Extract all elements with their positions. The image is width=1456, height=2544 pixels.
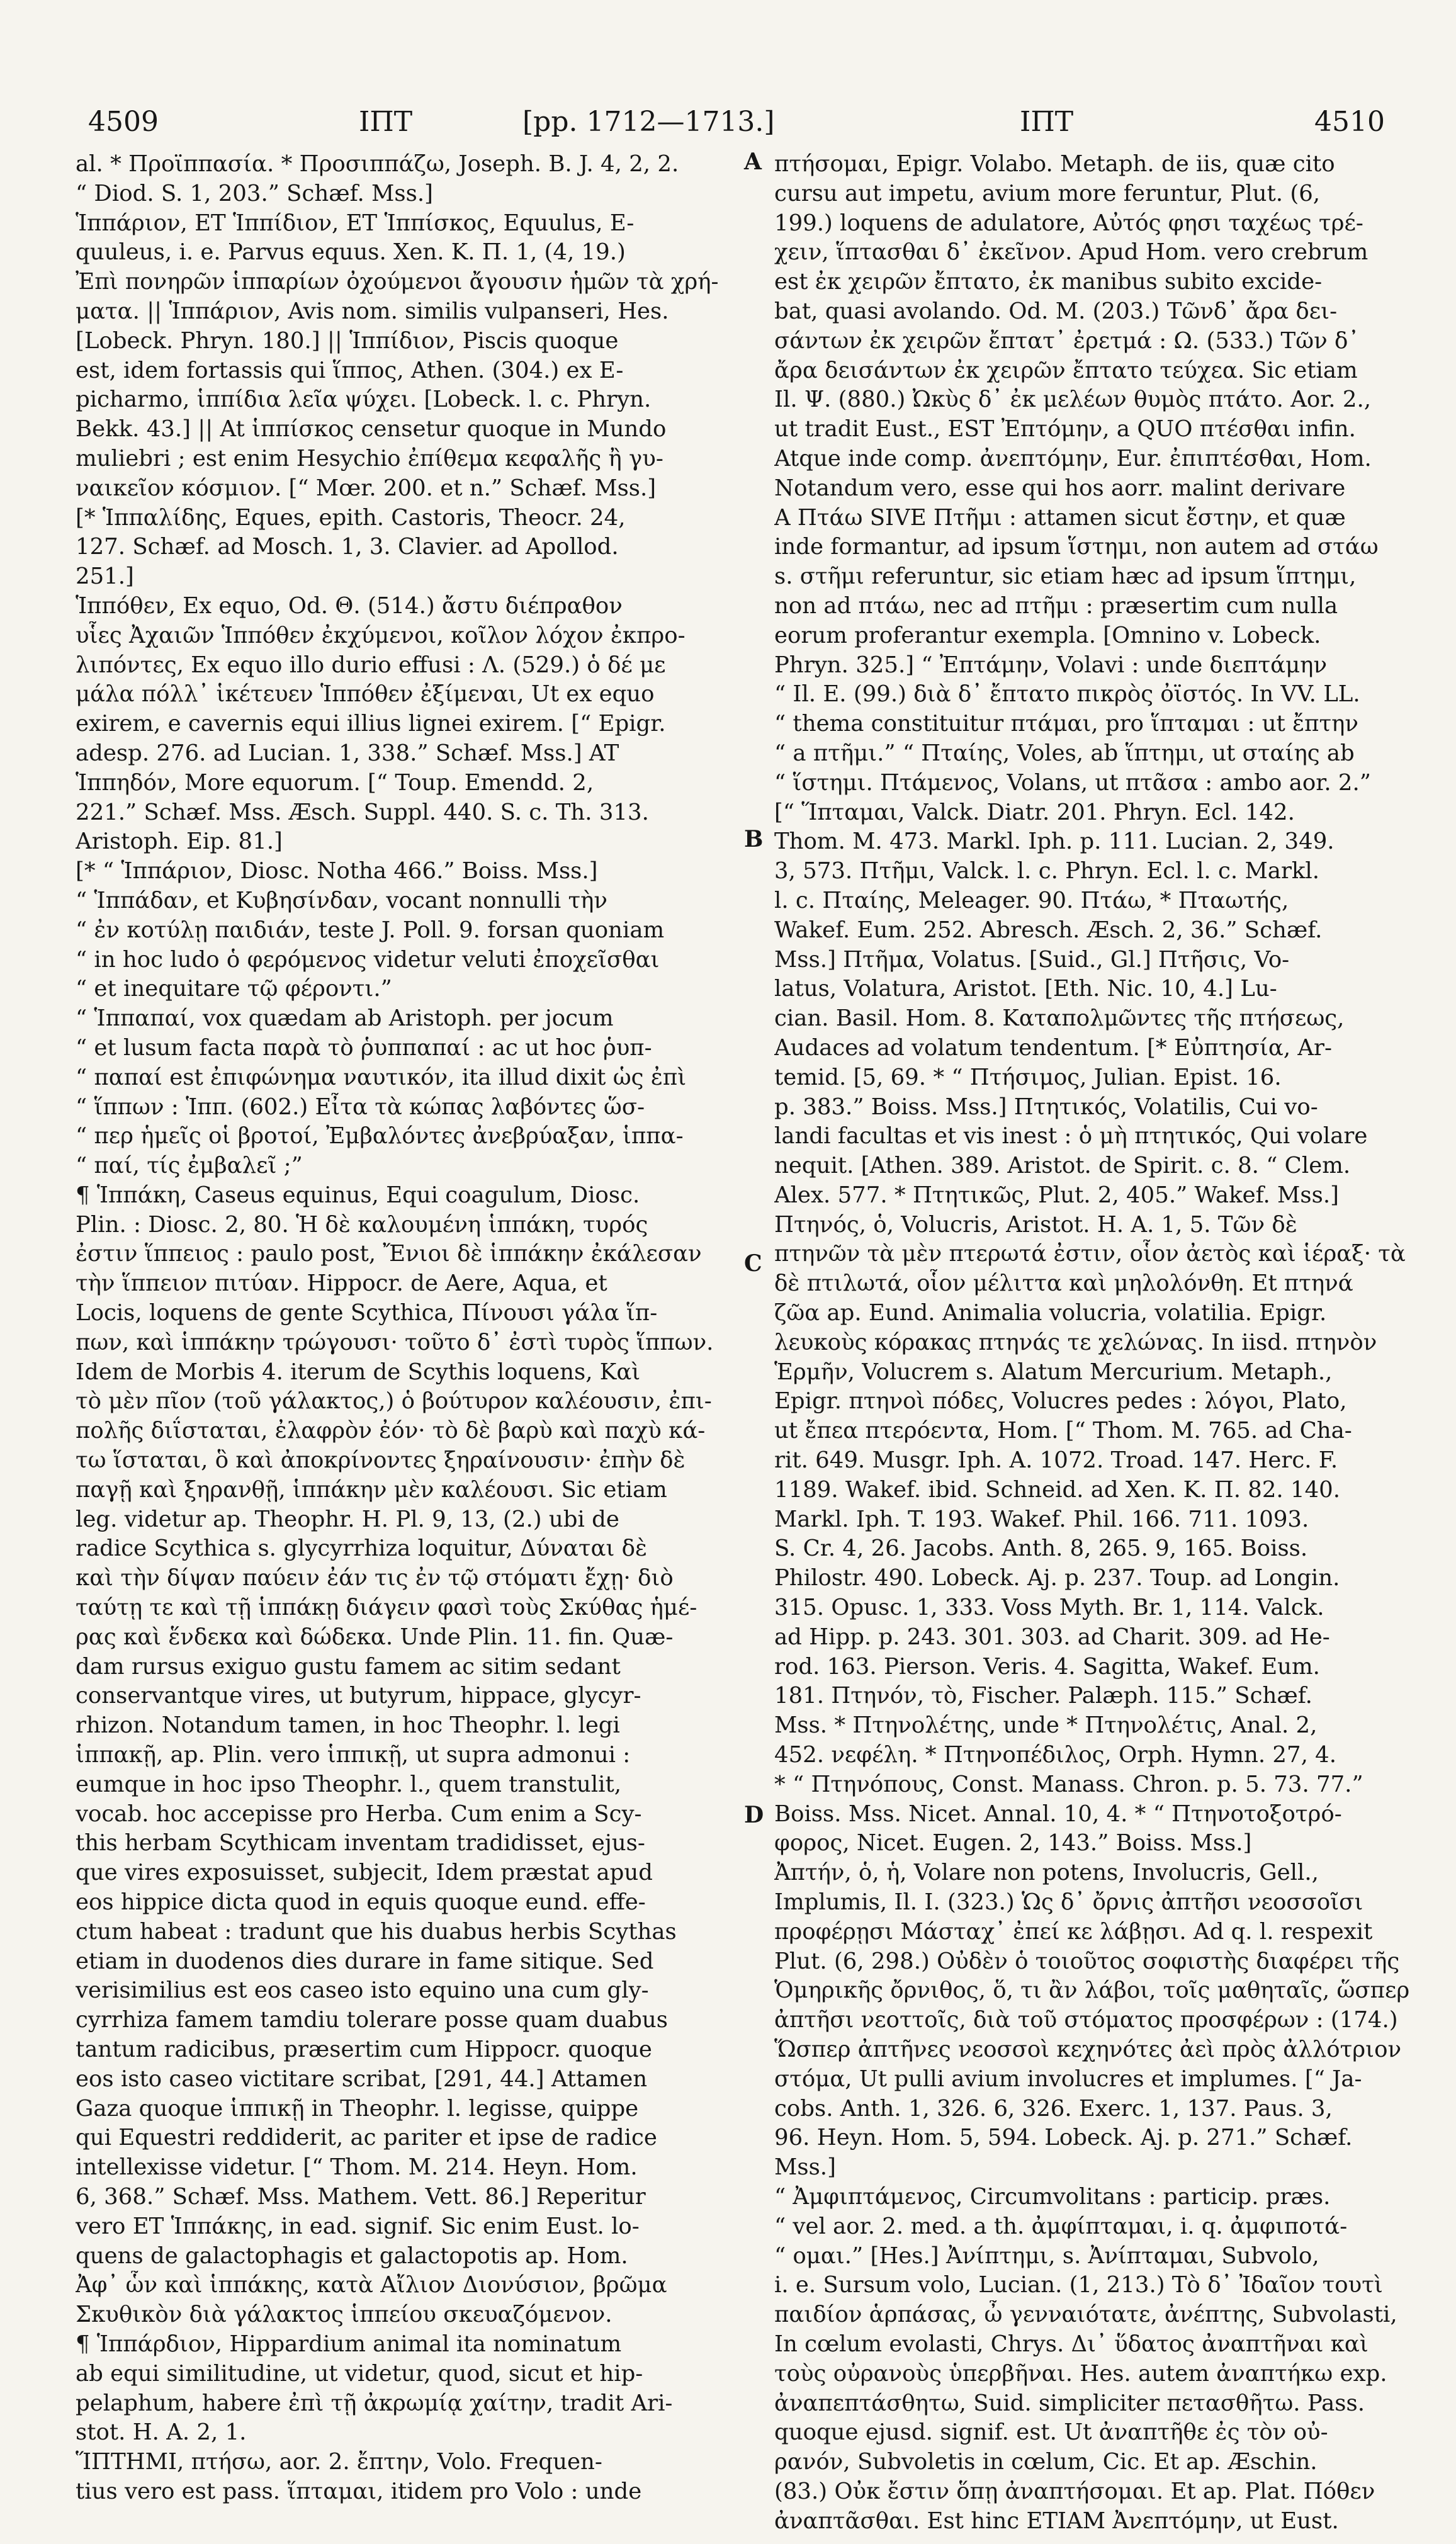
text-line: λευκοὺς κόρακας πτηνάς τε χελώνας. In iisd. πτηνὸν (774, 1329, 1377, 1355)
text-line: τὸ μὲν πῖον (τοῦ γάλακτος,) ὁ βούτυρον καλέουσιν, ἐπι- (76, 1388, 712, 1415)
text-line: vocab. hoc accepisse pro Herba. Cum enim a Scy- (76, 1801, 642, 1827)
text-line: que vires exposuisset, subjecit, Idem præstat apud (76, 1860, 653, 1886)
column-number-left: 4509 (88, 106, 159, 138)
text-line: ut tradit Eust., EST Ἐπτόμην, a QUO πτέσθαι infin. (774, 416, 1356, 443)
text-line: “ thema constituitur πτάμαι, pro ἵπταμαι : ut ἔπτην (774, 711, 1358, 737)
text-line: “ a πτῆμι.” “ Πταίης, Voles, ab ἵπτημι, ut σταίης ab (774, 740, 1355, 766)
text-line: adesp. 276. ad Lucian. 1, 338.” Schæf. Mss.] AT (76, 740, 619, 766)
text-line: leg. videtur ap. Theophr. H. Pl. 9, 13, (2.) ubi de (76, 1506, 619, 1532)
text-line: dam rursus exiguo gustu famem ac sitim sedant (76, 1653, 621, 1680)
text-line: [“ Ἵπταμαι, Valck. Diatr. 201. Phryn. Ecl. 142. (774, 799, 1295, 825)
page-header (88, 106, 1385, 150)
text-line: ut ἔπεα πτερόεντα, Hom. [“ Thom. M. 765. ad Cha- (774, 1418, 1352, 1444)
text-line: quens de galactophagis et galactopotis ap. Hom. (76, 2242, 628, 2269)
text-line: stot. H. A. 2, 1. (76, 2419, 247, 2446)
text-line: τω ἵσταται, ὃ καὶ ἀποκρίνοντες ξηραίνουσιν· ἐπὴν δὲ (76, 1447, 686, 1474)
text-line: quoque ejusd. signif. est. Ut ἀναπτῆθε ἐς τὸν οὐ- (774, 2419, 1328, 2446)
text-line: Philostr. 490. Lobeck. Aj. p. 237. Toup. ad Longin. (774, 1565, 1340, 1591)
text-line: al. * Προϊππασία. * Προσιππάζω, Joseph. B. J. 4, 2, 2. (76, 151, 679, 177)
text-line: nequit. [Athen. 389. Aristot. de Spirit. c. 8. “ Clem. (774, 1153, 1351, 1179)
text-line: [* Ἱππαλίδης, Eques, epith. Castoris, Theocr. 24, (76, 504, 626, 531)
text-line: Plin. : Diosc. 2, 80. Ἡ δὲ καλουμένη ἱππάκη, τυρός (76, 1211, 648, 1238)
text-line: ἱππακῇ, ap. Plin. vero ἱππικῇ, ut supra admonui : (76, 1742, 631, 1768)
margin-marker-c: C (744, 1250, 762, 1277)
text-line: Mss.] (774, 2154, 836, 2181)
text-line: est, idem fortassis qui ἵππος, Athen. (304.) ex E- (76, 357, 624, 383)
text-line: A Πτάω SIVE Πτῆμι : attamen sicut ἔστην, et quæ (774, 504, 1346, 531)
text-line: Bekk. 43.] || At ἱππίσκος censetur quoque in Mundo (76, 416, 667, 443)
text-line: τὴν ἵππειον πιτύαν. Hippocr. de Aere, Aqua, et (76, 1270, 607, 1297)
text-line: * “ Πτηνόπους, Const. Manass. Chron. p. 5. 73. 77.” (774, 1771, 1363, 1797)
text-line: “ Ἀμφιπτάμενος, Circumvolitans : particip. præs. (774, 2183, 1331, 2210)
text-line: radice Scythica s. glycyrrhiza loquitur, Δύναται δὲ (76, 1535, 648, 1562)
text-line: latus, Volatura, Aristot. [Eth. Nic. 10, 4.] Lu- (774, 976, 1277, 1002)
text-line: “ in hoc ludo ὁ φερόμενος videtur veluti ἐποχεῖσθαι (76, 946, 660, 973)
text-line: Aristoph. Eip. 81.] (76, 828, 283, 855)
text-line: Ὥσπερ ἀπτῆνες νεοσσοὶ κεχηνότες ἀεὶ πρὸς ἀλλότριον (774, 2037, 1402, 2062)
text-line: 181. Πτηνόν, τὸ, Fischer. Palæph. 115.” Schæf. (774, 1683, 1312, 1709)
text-line: eos isto caseo victitare scribat, [291, 44.] Attamen (76, 2066, 648, 2092)
text-line: [* “ Ἱππάριον, Diosc. Notha 466.” Boiss. Mss.] (76, 858, 598, 885)
text-line: ἀναπτᾶσθαι. Est hinc ETIAM Ἀνεπτόμην, ut Eust. (774, 2507, 1339, 2534)
margin-marker-a: A (744, 149, 762, 175)
text-line: Plut. (6, 298.) Οὐδὲν ὁ τοιοῦτος σοφιστὴς διαφέρει τῆς (774, 1948, 1400, 1974)
text-line: “ Ἱππαπαί, vox quædam ab Aristoph. per jocum (76, 1005, 614, 1032)
text-line: In cœlum evolasti, Chrys. Δι᾽ ὕδατος ἀναπτῆναι καὶ (774, 2331, 1369, 2357)
text-line: “ ἵππων : Ἱππ. (602.) Εἶτα τὰ κώπας λαβόντες ὥσ- (76, 1094, 645, 1120)
text-line: rod. 163. Pierson. Veris. 4. Sagitta, Wakef. Eum. (774, 1653, 1320, 1680)
text-line: ad Hipp. p. 243. 301. 303. ad Charit. 309. ad He- (774, 1624, 1330, 1650)
text-line: this herbam Scythicam inventam tradidisset, ejus- (76, 1830, 645, 1857)
text-line: καὶ τὴν δίψαν παύειν ἐάν τις ἐν τῷ στόματι ἔχῃ· διὸ (76, 1565, 674, 1591)
text-line: υἷες Ἀχαιῶν Ἱππόθεν ἐκχύμενοι, κοῖλον λόχον ἐκπρο- (76, 622, 686, 648)
text-line: Implumis, Il. I. (323.) Ὡς δ᾽ ὄρνις ἀπτῆσι νεοσσοῖσι (774, 1889, 1363, 1916)
text-line: l. c. Πταίης, Meleager. 90. Πτάω, * Πταωτής, (774, 887, 1289, 913)
text-line: (83.) Οὐκ ἔστιν ὅπῃ ἀναπτήσομαι. Et ap. Plat. Πόθεν (774, 2478, 1375, 2504)
text-line: Locis, loquens de gente Scythica, Πίνουσι γάλα ἵπ- (76, 1300, 658, 1326)
text-line: στόμα, Ut pulli avium involucres et implumes. [“ Ja- (774, 2066, 1362, 2092)
left-column (76, 150, 724, 2507)
text-line: tantum radicibus, præsertim cum Hippocr. quoque (76, 2037, 652, 2062)
text-line: Thom. M. 473. Markl. Iph. p. 111. Lucian. 2, 349. (774, 828, 1335, 855)
text-line: Ἱππόθεν, Ex equo, Od. Θ. (514.) ἄστυ διέπραθον (76, 592, 623, 619)
text-line: Ἱππηδόν, More equorum. [“ Toup. Emendd. 2, (76, 769, 594, 796)
text-line: “ ομαι.” [Hes.] Ἀνίπτημι, s. Ἀνίπταμαι, Subvolo, (774, 2242, 1319, 2269)
text-line: pelaphum, habere ἐπὶ τῇ ἀκρωμίᾳ χαίτην, tradit Ari- (76, 2390, 673, 2416)
running-title-right: ΙΠΤ (1020, 106, 1074, 138)
text-line: ctum habeat : tradunt que his duabus herbis Scythas (76, 1918, 677, 1945)
text-line: Mss. * Πτηνολέτης, unde * Πτηνολέτις, Anal. 2, (774, 1712, 1318, 1739)
text-line: πολῆς διΐσταται, ἐλαφρὸν ἐόν· τὸ δὲ βαρὺ καὶ παχὺ κά- (76, 1418, 706, 1444)
text-line: i. e. Sursum volo, Lucian. (1, 213.) Τὸ δ᾽ Ἰδαῖον τουτὶ (774, 2272, 1383, 2298)
text-line: etiam in duodenos dies durare in fame sitique. Sed (76, 1948, 654, 1974)
text-line: Epigr. πτηνοὶ πόδες, Volucres pedes : λόγοι, Plato, (774, 1388, 1347, 1415)
text-line: quuleus, i. e. Parvus equus. Xen. K. Π. 1, (4, 19.) (76, 239, 626, 266)
text-line: p. 383.” Boiss. Mss.] Πτητικός, Volatilis, Cui vo- (774, 1094, 1318, 1120)
text-line: φορος, Nicet. Eugen. 2, 143.” Boiss. Mss.] (774, 1830, 1252, 1857)
page-range: [pp. 1712—1713.] (522, 106, 775, 138)
text-line: verisimilius est eos caseo isto equino una cum gly- (76, 1977, 649, 2004)
text-line: ab equi similitudine, ut videtur, quod, sicut et hip- (76, 2360, 643, 2387)
text-line: Notandum vero, esse qui hos aorr. malint derivare (774, 475, 1346, 501)
text-line: bat, quasi avolando. Od. M. (203.) Τῶνδ᾽ ἄρα δει- (774, 298, 1338, 324)
text-line: Phryn. 325.] “ Ἐπτάμην, Volavi : unde διεπτάμην (774, 652, 1328, 678)
text-line: “ περ ἡμεῖς οἱ βροτοί, Ἐμβαλόντες ἀνεβρύαξαν, ἱππα- (76, 1123, 684, 1150)
text-line: πτηνῶν τὰ μὲν πτερωτά ἐστιν, οἷον ἀετὸς καὶ ἱέραξ· τὰ (774, 1241, 1406, 1267)
text-line: σάντων ἐκ χειρῶν ἔπτατ᾽ ἐρετμά : Ω. (533.) Τῶν δ᾽ (774, 327, 1360, 354)
text-line: ταύτῃ τε καὶ τῇ ἱππάκῃ διάγειν φασὶ τοὺς Σκύθας ἡμέ- (76, 1595, 697, 1621)
text-line: Ἱππάριον, ET Ἱππίδιον, ET Ἱππίσκος, Equulus, E- (76, 210, 635, 236)
text-line: temid. [5, 69. * “ Πτήσιμος, Julian. Epist. 16. (774, 1064, 1282, 1090)
running-title-left: ΙΠΤ (359, 106, 413, 138)
text-line: “ Il. E. (99.) διὰ δ᾽ ἔπτατο πικρὸς ὀϊστός. In VV. LL. (774, 681, 1360, 708)
text-line: “ ἵστημι. Πτάμενος, Volans, ut πτᾶσα : ambo aor. 2.” (774, 769, 1371, 796)
text-line: 251.] (76, 563, 134, 590)
text-line: qui Equestri reddiderit, ac pariter et ipse de radice (76, 2125, 657, 2151)
text-line: Alex. 577. * Πτητικῶς, Plut. 2, 405.” Wakef. Mss.] (774, 1182, 1339, 1208)
text-line: παιδίον ἁρπάσας, ὦ γενναιότατε, ἀνέπτης, Subvolasti, (774, 2302, 1397, 2328)
text-line: Idem de Morbis 4. iterum de Scythis loquens, Καὶ (76, 1359, 641, 1385)
text-line: Ἑρμῆν, Volucrem s. Alatum Mercurium. Metaph., (774, 1359, 1333, 1385)
text-line: “ et lusum facta παρὰ τὸ ῥυππαπαί : ac ut hoc ῥυπ- (76, 1034, 652, 1061)
text-line: ρανόν, Subvoletis in cœlum, Cic. Et ap. Æschin. (774, 2449, 1318, 2475)
margin-marker-d: D (744, 1802, 764, 1828)
text-line: Ἐπὶ πονηρῶν ἱππαρίων ὀχούμενοι ἄγουσιν ἡμῶν τὰ χρή- (76, 269, 719, 295)
text-line: ζῶα ap. Eund. Animalia volucria, volatilia. Epigr. (774, 1300, 1327, 1326)
text-line: 6, 368.” Schæf. Mss. Mathem. Vett. 86.] Reperitur (76, 2183, 646, 2210)
text-line: cobs. Anth. 1, 326. 6, 326. Exerc. 1, 137. Paus. 3, (774, 2095, 1333, 2122)
text-line: eos hippice dicta quod in equis quoque eund. effe- (76, 1889, 646, 1916)
text-line: Gaza quoque ἱππικῇ in Theophr. l. legisse, quippe (76, 2095, 639, 2122)
text-line: 96. Heyn. Hom. 5, 594. Lobeck. Aj. p. 271.” Schæf. (774, 2125, 1353, 2151)
text-line: Markl. Iph. T. 193. Wakef. Phil. 166. 711. 1093. (774, 1506, 1309, 1532)
text-line: ¶ Ἱππάρδιον, Hippardium animal ita nominatum (76, 2331, 622, 2357)
text-line: 221.” Schæf. Mss. Æsch. Suppl. 440. S. c. Th. 313. (76, 799, 649, 825)
text-line: χειν, ἵπτασθαι δ᾽ ἐκεῖνον. Apud Hom. vero crebrum (774, 239, 1369, 266)
text-line: ναικεῖον κόσμιον. [“ Mœr. 200. et n.” Schæf. Mss.] (76, 475, 657, 501)
text-line: eumque in hoc ipso Theophr. l., quem transtulit, (76, 1771, 622, 1797)
text-line: non ad πτάω, nec ad πτῆμι : præsertim cum nulla (774, 592, 1338, 619)
text-line: ἀπτῆσι νεοττοῖς, διὰ τοῦ στόματος προσφέρων : (174.) (774, 2007, 1398, 2033)
text-line: τοὺς οὐρανοὺς ὑπερβῆναι. Hes. autem ἀναπτήκω exp. (774, 2360, 1387, 2387)
text-line: S. Cr. 4, 26. Jacobs. Anth. 8, 265. 9, 165. Boiss. (774, 1535, 1308, 1562)
text-line: “ vel aor. 2. med. a th. ἀμφίπταμαι, i. q. ἀμφιποτά- (774, 2213, 1348, 2239)
text-line: πων, καὶ ἱππάκην τρώγουσι· τοῦτο δ᾽ ἐστὶ τυρὸς ἵππων. (76, 1329, 714, 1355)
column-number-right: 4510 (1314, 106, 1385, 138)
text-line: Wakef. Eum. 252. Abresch. Æsch. 2, 36.” Schæf. (774, 917, 1323, 943)
text-line: Πτηνός, ὁ, Volucris, Aristot. H. A. 1, 5. Τῶν δὲ (774, 1211, 1297, 1238)
text-line: Boiss. Mss. Nicet. Annal. 10, 4. * “ Πτηνοτοξοτρό- (774, 1801, 1342, 1827)
text-line: “ et inequitare τῷ φέροντι.” (76, 976, 392, 1002)
text-line: παγῇ καὶ ξηρανθῇ, ἱππάκην μὲν καλέουσι. Sic etiam (76, 1476, 667, 1503)
text-line: cyrrhiza famem tamdiu tolerare posse quam duabus (76, 2007, 668, 2033)
text-line: ματα. || Ἱππάριον, Avis nom. similis vulpanseri, Hes. (76, 298, 669, 324)
text-line: δὲ πτιλωτά, οἷον μέλιττα καὶ μηλολόνθη. Et πτηνά (774, 1270, 1353, 1297)
text-line: ἐστιν ἵππειος : paulo post, Ἔνιοι δὲ ἱππάκην ἐκάλεσαν (76, 1241, 702, 1267)
text-line: muliebri ; est enim Hesychio ἐπίθεμα κεφαλῆς ἢ γυ- (76, 445, 663, 472)
text-line: ἄρα δεισάντων ἐκ χειρῶν ἔπτατο τεύχεα. Sic etiam (774, 357, 1358, 383)
text-line: [Lobeck. Phryn. 180.] || Ἱππίδιον, Piscis quoque (76, 327, 619, 354)
margin-marker-b: B (744, 826, 764, 852)
text-line: μάλα πόλλ᾽ ἱκέτευεν Ἱππόθεν ἐξίμεναι, Ut ex equo (76, 681, 655, 708)
text-line: 3, 573. Πτῆμι, Valck. l. c. Phryn. Ecl. l. c. Markl. (774, 858, 1320, 885)
text-line: cursu aut impetu, avium more feruntur, Plut. (6, (774, 180, 1321, 206)
text-line: 452. νεφέλη. * Πτηνοπέδιλος, Orph. Hymn. 27, 4. (774, 1742, 1337, 1768)
text-line: tius vero est pass. ἵπταμαι, itidem pro Volo : unde (76, 2478, 642, 2504)
text-line: Atque inde comp. ἀνεπτόμην, Eur. ἐπιπτέσθαι, Hom. (774, 445, 1372, 472)
text-line: 127. Schæf. ad Mosch. 1, 3. Clavier. ad Apollod. (76, 534, 619, 560)
text-line: προφέρῃσι Μάσταχ᾽ ἐπεί κε λάβῃσι. Ad q. l. respexit (774, 1918, 1373, 1945)
text-line: “ Diod. S. 1, 203.” Schæf. Mss.] (76, 180, 433, 206)
text-line: conservantque vires, ut butyrum, hippace, glycyr- (76, 1683, 641, 1709)
text-line: s. στῆμι referuntur, sic etiam hæc ad ipsum ἵπτημι, (774, 563, 1357, 590)
text-line: Audaces ad volatum tendentum. [* Εὐπτησία, Ar- (774, 1034, 1332, 1061)
text-line: Σκυθικὸν διὰ γάλακτος ἱππείου σκευαζόμενον. (76, 2302, 612, 2328)
text-line: exirem, e cavernis equi illius lignei exirem. [“ Epigr. (76, 711, 666, 737)
text-line: ἀναπεπτάσθητω, Suid. simpliciter πετασθῆτω. Pass. (774, 2390, 1365, 2416)
text-line: intellexisse videtur. [“ Thom. M. 214. Heyn. Hom. (76, 2154, 638, 2181)
text-line: 315. Opusc. 1, 333. Voss Myth. Br. 1, 114. Valck. (774, 1595, 1324, 1621)
text-line: ρας καὶ ἕνδεκα καὶ δώδεκα. Unde Plin. 11. fin. Quæ- (76, 1624, 674, 1650)
text-line: rit. 649. Musgr. Iph. A. 1072. Troad. 147. Herc. F. (774, 1447, 1338, 1474)
text-line: est ἐκ χειρῶν ἔπτατο, ἐκ manibus subito excide- (774, 269, 1323, 295)
text-line: picharmo, ἱππίδια λεῖα ψύχει. [Lobeck. l. c. Phryn. (76, 387, 652, 413)
text-line: landi facultas et vis inest : ὁ μὴ πτητικός, Qui volare (774, 1123, 1368, 1150)
text-line: πτήσομαι, Epigr. Volabo. Metaph. de iis, quæ cito (774, 151, 1335, 177)
text-line: cian. Basil. Hom. 8. Καταπολμῶντες τῆς πτήσεως, (774, 1005, 1345, 1032)
text-line: “ ἐν κοτύλῃ παιδιάν, teste J. Poll. 9. forsan quoniam (76, 917, 665, 943)
text-line: ἽΠΤΗΜΙ, πτήσω, aor. 2. ἔπτην, Volo. Frequen- (76, 2449, 602, 2475)
text-line: “ παί, τίς ἐμβαλεῖ ;” (76, 1153, 303, 1179)
text-line: 199.) loquens de adulatore, Αὐτός φησι ταχέως τρέ- (774, 210, 1363, 236)
text-line: vero ET Ἱππάκης, in ead. signif. Sic enim Eust. lo- (76, 2213, 640, 2239)
right-column (774, 150, 1410, 2536)
text-line: inde formantur, ad ipsum ἵστημι, non autem ad στάω (774, 534, 1379, 560)
text-line: Ὁμηρικῆς ὄρνιθος, ὅ, τι ἂν λάβοι, τοῖς μαθηταῖς, ὥσπερ (774, 1977, 1410, 2004)
text-line: Il. Ψ. (880.) Ὠκὺς δ᾽ ἐκ μελέων θυμὸς πτάτο. Aor. 2., (774, 387, 1372, 413)
text-line: “ παπαί est ἐπιφώνημα ναυτικόν, ita illud dixit ὡς ἐπὶ (76, 1064, 687, 1090)
text-line: Ἀφ᾽ ὧν καὶ ἱππάκης, κατὰ Αἴλιον Διονύσιον, βρῶμα (76, 2272, 667, 2298)
text-line: Ἀπτήν, ὁ, ἡ, Volare non potens, Involucris, Gell., (774, 1860, 1319, 1886)
text-line: Mss.] Πτῆμα, Volatus. [Suid., Gl.] Πτῆσις, Vo- (774, 946, 1290, 973)
text-line: “ Ἱππάδαν, et Κυβησίνδαν, vocant nonnulli τὴν (76, 887, 607, 913)
text-line: ¶ Ἱππάκη, Caseus equinus, Equi coagulum, Diosc. (76, 1182, 640, 1208)
text-line: rhizon. Notandum tamen, in hoc Theophr. l. legi (76, 1712, 620, 1739)
text-line: 1189. Wakef. ibid. Schneid. ad Xen. K. Π. 82. 140. (774, 1476, 1341, 1503)
text-line: λιπόντες, Ex equo illo durio effusi : Λ. (529.) ὁ δέ με (76, 652, 666, 678)
text-line: eorum proferantur exempla. [Omnino v. Lobeck. (774, 622, 1321, 648)
